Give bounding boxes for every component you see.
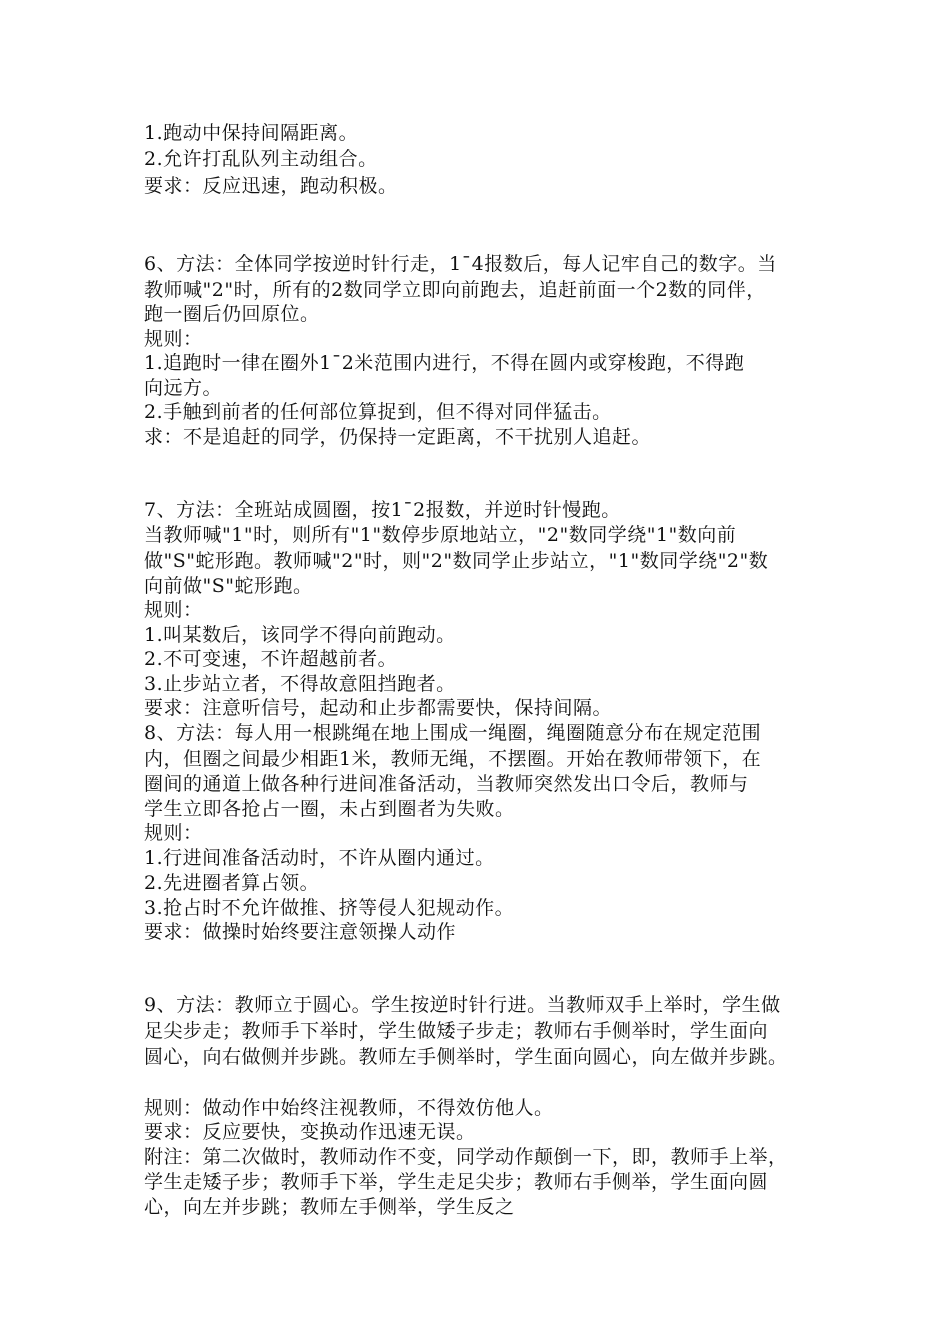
text-line: 9、方法：教师立于圆心。学生按逆时针行进。当教师双手上举时，学生做: [144, 994, 781, 1016]
text-line: 1.行进间准备活动时，不许从圈内通过。: [144, 847, 495, 869]
text-line: 要求：反应要快，变换动作迅速无误。: [144, 1121, 476, 1143]
text-line: 2.允许打乱队列主动组合。: [144, 148, 378, 170]
text-line: 2.手触到前者的任何部位算捉到，但不得对同伴猛击。: [144, 401, 612, 423]
text-line: 6、方法：全体同学按逆时针行走，1¯4报数后，每人记牢自己的数字。当: [144, 253, 777, 275]
text-line: 求：不是追赶的同学，仍保持一定距离，不干扰别人追赶。: [144, 426, 652, 448]
text-line: 学生走矮子步；教师手下举，学生走足尖步；教师右手侧举，学生面向圆: [144, 1171, 769, 1193]
text-line: 跑一圈后仍回原位。: [144, 303, 320, 325]
text-line: 当教师喊"1"时，则所有"1"数停步原地站立，"2"数同学绕"1"数向前: [144, 524, 737, 546]
text-line: 足尖步走；教师手下举时，学生做矮子步走；教师右手侧举时，学生面向: [144, 1020, 769, 1042]
text-line: 圈间的通道上做各种行进间准备活动，当教师突然发出口令后，教师与: [144, 773, 749, 795]
text-line: 附注：第二次做时，教师动作不变，同学动作颠倒一下，即，教师手上举，: [144, 1146, 788, 1168]
text-line: 要求：做操时始终要注意领操人动作: [144, 921, 457, 943]
text-line: 圆心，向右做侧并步跳。教师左手侧举时，学生面向圆心，向左做并步跳。: [144, 1046, 788, 1068]
text-line: 7、方法：全班站成圆圈，按1¯2报数，并逆时针慢跑。: [144, 499, 621, 521]
text-line: 向远方。: [144, 377, 223, 399]
text-line: 向前做"S"蛇形跑。: [144, 575, 313, 597]
text-line: 内，但圈之间最少相距1米，教师无绳，不摆圈。开始在教师带领下，在: [144, 748, 762, 770]
text-line: 规则：: [144, 599, 203, 621]
text-line: 1.叫某数后，该同学不得向前跑动。: [144, 624, 456, 646]
text-line: 3.止步站立者，不得故意阻挡跑者。: [144, 673, 456, 695]
text-line: 规则：: [144, 328, 203, 350]
text-line: 学生立即各抢占一圈，未占到圈者为失败。: [144, 798, 515, 820]
text-line: 2.不可变速，不许超越前者。: [144, 648, 398, 670]
text-line: 要求：反应迅速，跑动积极。: [144, 175, 398, 197]
text-line: 要求：注意听信号，起动和止步都需要快，保持间隔。: [144, 697, 613, 719]
text-line: 做"S"蛇形跑。教师喊"2"时，则"2"数同学止步站立，"1"数同学绕"2"数: [144, 550, 769, 572]
text-line: 3.抢占时不允许做推、挤等侵人犯规动作。: [144, 897, 515, 919]
text-line: 1.追跑时一律在圈外1¯2米范围内进行，不得在圆内或穿梭跑，不得跑: [144, 352, 745, 374]
text-line: 教师喊"2"时，所有的2数同学立即向前跑去，追赶前面一个2数的同伴，: [144, 279, 766, 301]
text-line: 规则：: [144, 822, 203, 844]
text-line: 1.跑动中保持间隔距离。: [144, 122, 359, 144]
text-line: 8、方法：每人用一根跳绳在地上围成一绳圈，绳圈随意分布在规定范围: [144, 722, 762, 744]
text-line: 心，向左并步跳；教师左手侧举，学生反之: [144, 1196, 515, 1218]
text-line: 规则：做动作中始终注视教师，不得效仿他人。: [144, 1097, 554, 1119]
text-line: 2.先进圈者算占领。: [144, 872, 320, 894]
